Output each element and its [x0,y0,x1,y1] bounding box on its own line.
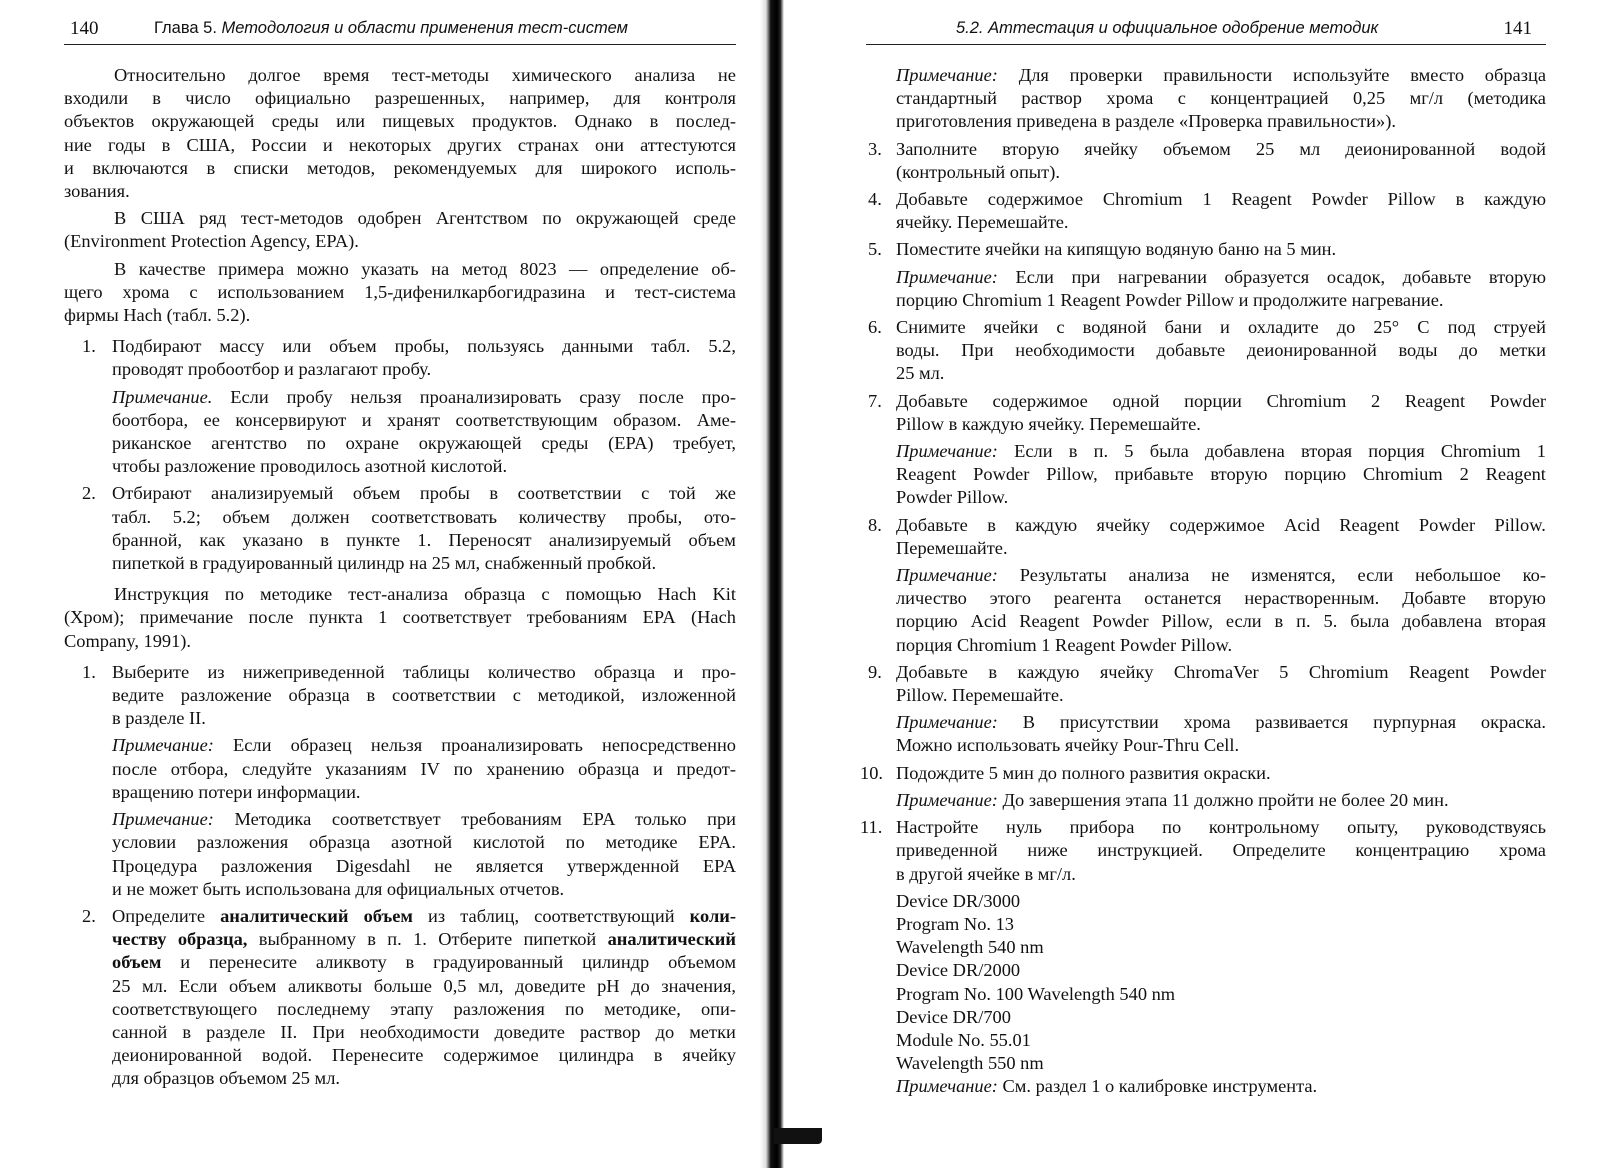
note-line [896,64,1546,87]
text-line [896,211,1546,234]
text-line [112,358,736,381]
text-line-content: Поместите ячейки на кипящую водяную баню на 5 мин. [896,239,1337,260]
text-line-content: Добавьте содержимое одной порции Chromium 2 Reagent Powder [896,390,1546,411]
note-text: Если в п. 5 была добавлена вторая порция Chromium 1 [997,441,1546,462]
left-page-header [64,14,736,45]
device-settings [866,890,1546,1099]
note-label: Примечание: [896,1076,998,1097]
note-line [896,110,1546,133]
device-line: Device DR/3000 [896,890,1021,911]
note-label: Примечание: [896,712,998,733]
note-label: Примечание: [896,565,998,586]
text-line [896,339,1546,362]
device-line: Module No. 55.01 [896,1029,1031,1050]
text-line [112,529,736,552]
chapter-title: Методология и области применения тест-систем [221,19,628,37]
text-line [112,951,736,974]
text-line-content: и включаются в списки методов, рекомендуемых для широкого исполь- [64,157,736,178]
list-item [866,661,1546,758]
text-line-content: приготовления приведена в разделе «Проверка правильности»). [896,111,1396,132]
text-line-content: Отбирают анализируемый объем пробы в соответствии с той же [112,483,736,504]
list-number: 8. [868,514,882,535]
text-line-content [112,905,736,928]
list-number: 5. [868,239,882,260]
text-line-content: щего хрома с использованием 1,5-дифенилкарбогидразина и тест-система [64,281,736,302]
note-line [896,440,1546,463]
text-line [896,537,1546,560]
note-line [112,831,736,854]
text-line-content: Можно использовать ячейку Pour-Thru Cell. [896,735,1240,756]
text-line-content: для образцов объемом 25 мл. [112,1068,340,1089]
text-line-content [896,711,1546,734]
note-text: Если при нагревании образуется осадок, добавьте вторую [997,266,1546,287]
final-note [896,1075,1546,1098]
text-line-content: (Environment Protection Agency, EPA). [64,231,359,252]
spacer [64,327,736,335]
text-line-content: и не может быть использована для официальных отчетов. [112,878,565,899]
text-line-content: приведенной ниже инструкцией. Определите концентрацию хрома [896,840,1546,861]
text-line [112,335,736,358]
note-line [896,266,1546,289]
text-line-content [112,808,736,831]
note-line [112,808,736,831]
text-line-content: соответствующего последнему этапу разложения по методике, опи- [112,998,736,1019]
text-line-content: порция Chromium 1 Reagent Powder Pillow. [896,634,1233,655]
text-line-content: в разделе II. [112,708,206,729]
bold-term: аналитический объем [220,905,413,926]
list-number: 6. [868,317,882,338]
text-line [896,161,1546,184]
device-line: Program No. 13 [896,913,1014,934]
text-line [64,583,736,606]
text-line [112,998,736,1021]
list-item [860,816,1546,886]
note-line [112,855,736,878]
list-number: 3. [868,138,882,159]
text-line [896,316,1546,339]
text-line-content: В США ряд тест-методов одобрен Агентством по окружающей среде [114,208,736,229]
note-text: См. раздел 1 о калибровке инструмента. [997,1076,1318,1097]
note-line [112,758,736,781]
text-line [112,975,736,998]
text-line-content: Заполните вторую ячейку объемом 25 мл деионированной водой [896,138,1546,159]
right-page-number: 141 [1503,18,1532,39]
note-line [896,463,1546,486]
text-line [112,928,736,951]
text-line-content [112,951,736,974]
note-line [896,789,1546,812]
note-line [896,587,1546,610]
text-line-content: Добавьте содержимое Chromium 1 Reagent Powder Pillow в каждую [896,189,1546,210]
note-label: Примечание: [896,65,998,85]
list-number: 2. [82,483,96,504]
list-item [64,482,736,575]
text-line [64,281,736,304]
note-text: Результаты анализа не изменятся, если небольшое ко- [997,565,1546,586]
note-line [896,289,1546,312]
device-line: Wavelength 540 nm [896,937,1044,958]
text-line-content: порцию Acid Reagent Powder Pillow, если в п. 5. была добавлена вторая [896,611,1546,632]
text-run: из таблиц, соответствующий [412,905,690,926]
text-line-content: Добавьте в каждую ячейку содержимое Acid Reagent Powder Pillow. [896,514,1546,535]
left-running-title [154,19,628,38]
text-line-content: фирмы Hach (табл. 5.2). [64,305,251,326]
text-line-content: стандартный раствор хрома с концентрацией 0,25 мг/л (методика [896,88,1546,109]
right-page-body [860,64,1546,1099]
text-line-content [112,928,736,951]
text-line-content [896,64,1546,87]
note-line [896,711,1546,734]
list-number: 1. [82,336,96,357]
spacer [64,653,736,661]
text-line [112,552,736,575]
text-line-content: порцию Chromium 1 Reagent Powder Pillow и продолжите нагревание. [896,289,1444,310]
text-line [112,1067,736,1090]
note-label: Примечание. [112,386,213,407]
text-line [112,661,736,684]
text-line-content [896,440,1546,463]
text-line [112,707,736,730]
right-page-header [866,14,1546,45]
list-number: 11. [860,817,883,838]
note-text: В присутствии хрома развивается пурпурная окраска. [997,712,1546,733]
text-line-content [896,564,1546,587]
text-line [64,134,736,157]
text-line-content: Выберите из нижеприведенной таблицы количество образца и про- [112,661,736,682]
note-line [896,564,1546,587]
text-line-content: ячейку. Перемешайте. [896,212,1069,233]
list-number: 9. [868,661,882,682]
text-line [896,661,1546,684]
text-line-content: Pillow в каждую ячейку. Перемешайте. [896,413,1201,434]
text-line-content: Снимите ячейки с водяной бани и охладите до 25° С под струей [896,317,1546,338]
text-line-content: объектов окружающей среды или пищевых продуктов. Однако в послед- [64,111,736,132]
text-line [896,138,1546,161]
text-line-content: ведите разложение образца в соответствии с методикой, изложенной [112,685,736,706]
list-number: 7. [868,390,882,411]
text-line-content: Company, 1991). [64,630,192,651]
text-line [896,390,1546,413]
list-item [866,514,1546,657]
bold-term: объем [112,952,162,973]
note-text: Если пробу нельзя проанализировать сразу после про- [212,386,736,407]
text-line-content: 25 мл. [896,363,945,384]
text-line-content [896,789,1546,812]
text-line-content [112,386,736,409]
section-title: 5.2. Аттестация и официальное одобрение методик [956,19,1379,37]
list-item [64,905,736,1091]
list-item [860,762,1546,812]
text-line-content: Перемешайте. [896,537,1008,558]
note-line [112,432,736,455]
text-line-content: после отбора, следуйте указаниям IV по хранению образца и предот- [112,758,736,779]
device-line: Device DR/2000 [896,960,1021,981]
text-line [112,506,736,529]
note-label: Примечание: [112,735,214,756]
text-line-content: Процедура разложения Digesdahl не является утвержденной EPA [112,855,736,876]
note-line [112,455,736,478]
text-line [64,258,736,281]
note-line [896,486,1546,509]
text-line-content: Подбирают массу или объем пробы, пользуясь данными табл. 5.2, [112,336,736,357]
left-page [64,0,736,1168]
bold-term: аналитический [607,929,736,950]
text-line-content: ние годы в США, России и некоторых других странах они аттестуются [64,134,736,155]
text-line-content: Относительно долгое время тест-методы химического анализа не [114,65,736,85]
note-label: Примечание: [112,809,214,830]
text-line [896,362,1546,385]
text-line [64,230,736,253]
text-line-content: входили в число официально разрешенных, например, для контроля [64,88,736,109]
note-line [112,878,736,901]
text-line-content: проводят пробоотбор и разлагают пробу. [112,359,432,380]
book-spine-bottom [774,1128,822,1144]
right-page [860,0,1546,1168]
text-line [64,606,736,629]
bold-term: коли- [689,905,736,926]
text-run: выбранному в п. 1. Отберите пипеткой [247,929,608,950]
text-line [64,180,736,203]
text-line-content [896,266,1546,289]
text-line-content: Инструкция по методике тест-анализа образца с помощью Hach Kit [114,584,736,605]
device-line: Wavelength 550 nm [896,1053,1044,1074]
text-line-content [112,734,736,757]
list-item [64,335,736,478]
text-line [112,905,736,928]
text-line [112,1044,736,1067]
text-line-content: Reagent Powder Pillow, прибавьте вторую порцию Chromium 2 Reagent [896,464,1546,485]
text-line [896,762,1546,785]
text-run: и перенесите аликвоту в градуированный цилиндр объемом [161,952,736,973]
list-number: 10. [860,762,883,783]
text-line [896,684,1546,707]
note-text: Методика соответствует требованиям EPA только при [213,809,736,830]
list-item [866,188,1546,234]
text-line-content: в другой ячейке в мг/л. [896,863,1076,884]
note-line [112,386,736,409]
top-note [866,64,1546,134]
left-page-number: 140 [70,18,99,39]
text-line-content: Подождите 5 мин до полного развития окраски. [896,762,1271,783]
note-label: Примечание: [896,441,998,462]
text-line [896,863,1546,886]
text-line-content: зования. [64,181,130,202]
text-line-content: бранной, как указано в пункте 1. Переносят анализируемый объем [112,529,736,550]
note-line [896,734,1546,757]
device-line: Device DR/700 [896,1006,1011,1027]
note-text: Если образец нельзя проанализировать непосредственно [213,735,736,756]
text-line-content: вращению потери информации. [112,781,361,802]
text-line [64,207,736,230]
list-item [866,138,1546,184]
text-line [64,87,736,110]
note-line [112,781,736,804]
text-line-content: Pillow. Перемешайте. [896,685,1064,706]
text-line [64,157,736,180]
book-spine [760,0,784,1168]
text-line-content: деионированной водой. Перенесите содержимое цилиндра в ячейку [112,1045,736,1066]
text-line-content: санной в разделе II. При необходимости доведите раствор до метки [112,1021,736,1042]
text-line-content: (контрольный опыт). [896,161,1060,182]
text-line [64,64,736,87]
note-line [896,634,1546,657]
text-line [112,482,736,505]
text-line-content: табл. 5.2; объем должен соответствовать количеству пробы, ото- [112,506,736,527]
list-item [866,390,1546,510]
text-line-content: воды. При необходимости добавьте деионированной воды до метки [896,340,1546,361]
text-line-content: (Хром); примечание после пункта 1 соответствует требованиям EPA (Hach [64,607,736,628]
text-line-content: условии разложения образца азотной кислотой по методике EPA. [112,832,736,853]
note-text: До завершения этапа 11 должно пройти не более 20 мин. [997,789,1449,810]
device-line: Program No. 100 Wavelength 540 nm [896,983,1176,1004]
list-number: 2. [82,905,96,926]
list-item [866,238,1546,312]
text-line-content: пипеткой в градуированный цилиндр на 25 мл, снабженный пробкой. [112,553,657,574]
text-line [64,630,736,653]
note-line [896,610,1546,633]
list-item [866,316,1546,386]
note-line [896,87,1546,110]
note-line [112,409,736,432]
text-line [896,816,1546,839]
text-line [896,839,1546,862]
text-run: Определите [112,905,221,926]
text-line-content: личество этого реагента останется нерастворенным. Добавте вторую [896,588,1546,609]
text-line [112,684,736,707]
right-running-title [956,19,1378,38]
chapter-label: Глава 5. [154,19,217,37]
text-line [896,514,1546,537]
text-line-content: В качестве примера можно указать на метод 8023 — определение об- [114,258,736,279]
note-line [112,734,736,757]
list-item [64,661,736,901]
note-label: Примечание: [896,789,998,810]
text-line [896,413,1546,436]
text-line [64,304,736,327]
list-number: 4. [868,189,882,210]
text-line [896,238,1546,261]
text-line [112,1021,736,1044]
note-text: Для проверки правильности используйте вместо образца [997,65,1546,85]
text-line [64,110,736,133]
note-label: Примечание: [896,266,998,287]
text-line-content: 25 мл. Если объем аликвоты больше 0,5 мл, доведите pH до значения, [112,975,736,996]
text-line-content: Добавьте в каждую ячейку ChromaVer 5 Chromium Reagent Powder [896,661,1546,682]
text-line-content: риканское агентство по охране окружающей среды (EPA) требует, [112,433,736,454]
text-line-content: чтобы разложение проводилось азотной кислотой. [112,456,508,477]
bold-term: честву образца, [112,929,248,950]
list-number: 1. [82,661,96,682]
text-line-content: боотбора, ее консервируют и хранят соответствующим образом. Аме- [112,409,736,430]
text-line-content: Настройте нуль прибора по контрольному опыту, руководствуясь [896,817,1546,838]
text-line-content: Powder Pillow. [896,487,1009,508]
text-line [896,188,1546,211]
left-page-body [64,64,736,1091]
